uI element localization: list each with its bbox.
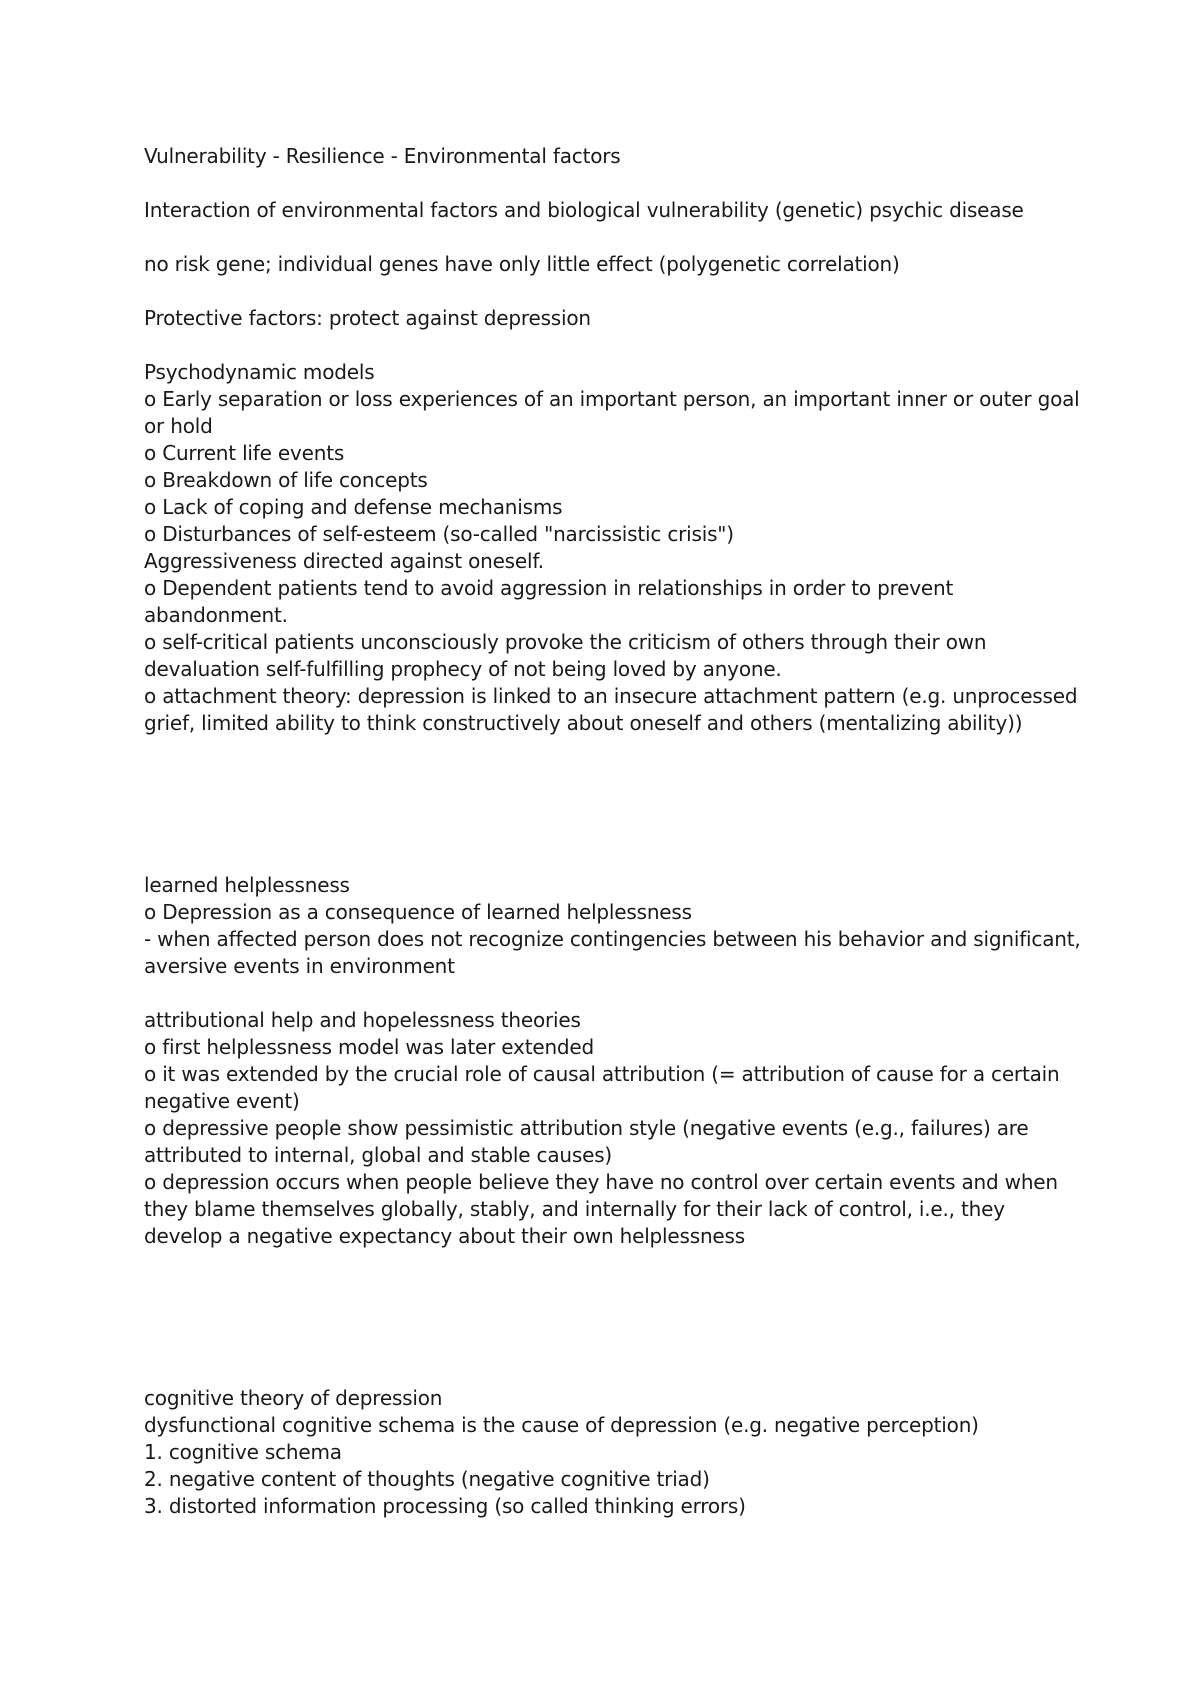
list-item: 2. negative content of thoughts (negative cognitive triad) [144, 1467, 710, 1491]
list-item: 3. distorted information processing (so called thinking errors) [144, 1494, 746, 1518]
list-item: o Current life events [144, 441, 345, 465]
section-heading: Psychodynamic models [144, 360, 375, 384]
list-item: - when affected person does not recognize contingencies between his behavior and significant, aversive events in environment [144, 927, 1081, 978]
list-item: o depression occurs when people believe they have no control over certain events and when they blame themselves globally, stably, and internally for their lack of control, i.e., they develop a negative expectancy about their own helplessness [144, 1170, 1058, 1248]
paragraph: no risk gene; individual genes have only little effect (polygenetic correlation) [144, 252, 900, 276]
list-item: o Lack of coping and defense mechanisms [144, 495, 563, 519]
list-item: o first helplessness model was later extended [144, 1035, 595, 1059]
list-item: o Dependent patients tend to avoid aggression in relationships in order to prevent abandonment. [144, 576, 954, 627]
list-item: o attachment theory: depression is linked to an insecure attachment pattern (e.g. unprocessed grief, limited ability to think constructively about oneself and others (mentalizing ability)) [144, 684, 1078, 735]
paragraph: Protective factors: protect against depression [144, 306, 591, 330]
attributional-section [144, 1007, 1084, 1250]
cognitive-section [144, 1385, 1084, 1520]
section-heading: attributional help and hopelessness theories [144, 1008, 581, 1032]
psychodynamic-section [144, 359, 1084, 737]
section-heading: cognitive theory of depression [144, 1386, 443, 1410]
list-item: o Disturbances of self-esteem (so-called "narcissistic crisis") [144, 522, 734, 546]
list-item: o self-critical patients unconsciously provoke the criticism of others through their own devaluation self-fulfilling prophecy of not being loved by anyone. [144, 630, 987, 681]
list-item: o it was extended by the crucial role of causal attribution (= attribution of cause for a certain negative event) [144, 1062, 1060, 1113]
spacer [144, 332, 1084, 359]
spacer [144, 170, 1084, 197]
spacer [144, 224, 1084, 251]
list-item: o Depression as a consequence of learned helplessness [144, 900, 692, 924]
paragraph: Interaction of environmental factors and biological vulnerability (genetic) psychic disease [144, 198, 1024, 222]
section-title: Vulnerability - Resilience - Environmental factors [144, 144, 621, 168]
list-item: dysfunctional cognitive schema is the cause of depression (e.g. negative perception) [144, 1413, 979, 1437]
list-item: o depressive people show pessimistic attribution style (negative events (e.g., failures) are attributed to internal, global and stable causes) [144, 1116, 1029, 1167]
list-item: Aggressiveness directed against oneself. [144, 549, 544, 573]
section-heading: learned helplessness [144, 873, 350, 897]
spacer [144, 980, 1084, 1007]
spacer [144, 737, 1084, 872]
list-item: o Early separation or loss experiences of an important person, an important inner or outer goal or hold [144, 387, 1080, 438]
list-item: o Breakdown of life concepts [144, 468, 428, 492]
document-body [144, 143, 1084, 1520]
spacer [144, 278, 1084, 305]
spacer [144, 1250, 1084, 1385]
list-item: 1. cognitive schema [144, 1440, 342, 1464]
helplessness-section [144, 872, 1084, 980]
